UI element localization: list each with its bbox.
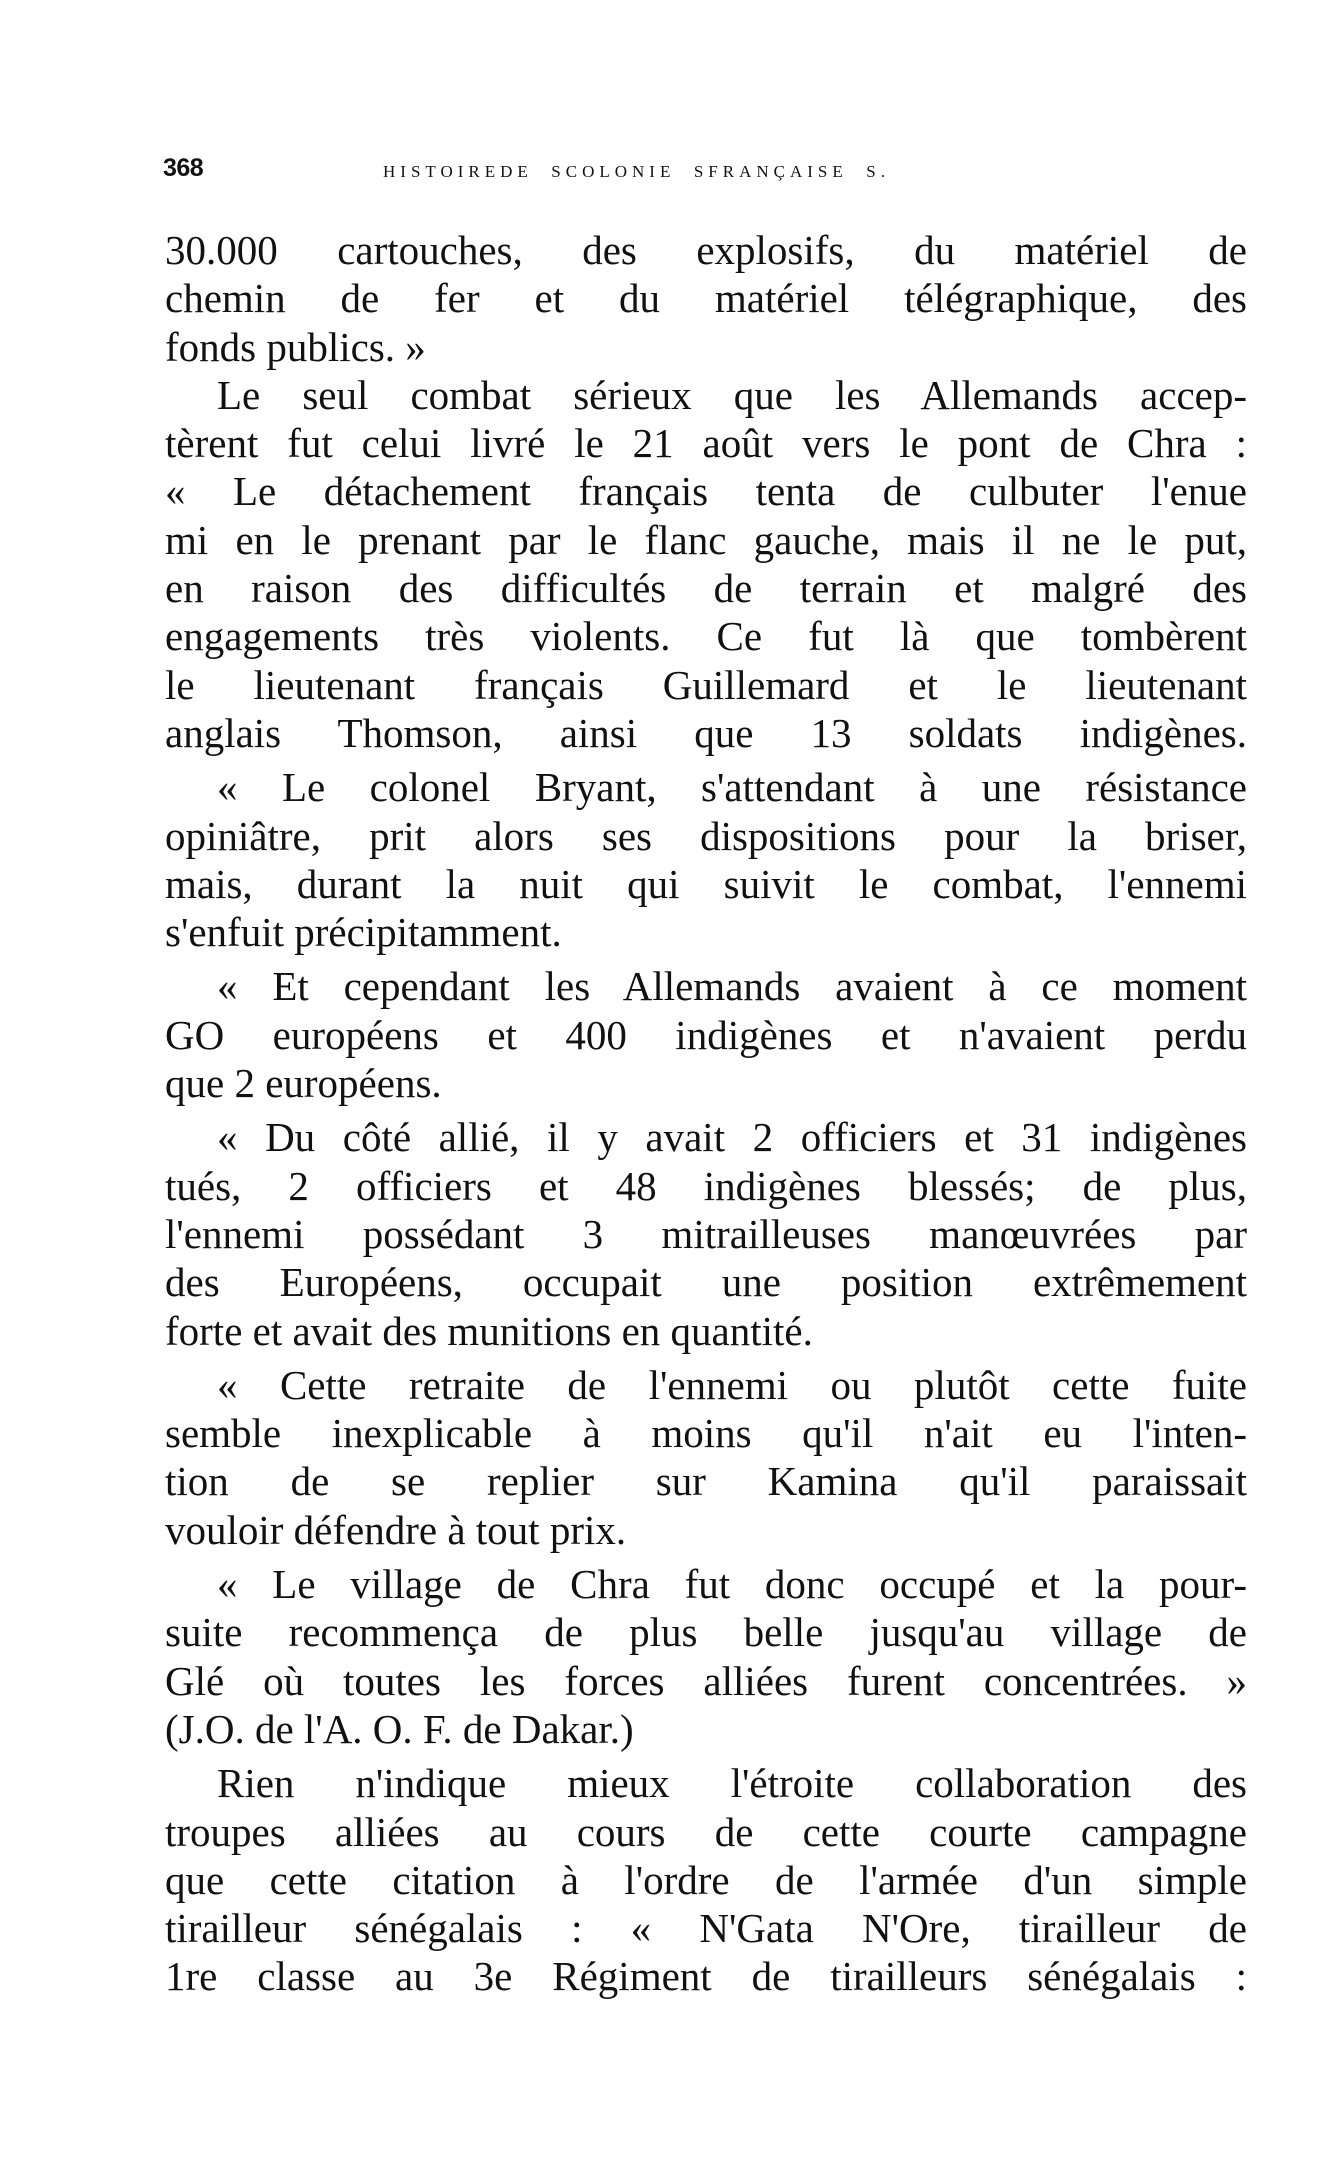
paragraph — [165, 1113, 1247, 1354]
text-line: vouloir défendre à tout prix. — [165, 1506, 627, 1553]
text-line: GO européens et 400 indigènes et n'avaient perdu — [165, 1011, 1247, 1058]
text-line: opiniâtre, prit alors ses dispositions pour la briser, — [165, 812, 1247, 859]
paragraph — [165, 226, 1247, 371]
text-line: « Le détachement français tenta de culbuter l'enue — [165, 468, 1247, 515]
paragraph — [165, 962, 1247, 1107]
body-text — [165, 226, 1247, 2001]
text-line: l'ennemi possédant 3 mitrailleuses manœuvrées par — [165, 1210, 1247, 1257]
text-line: que cette citation à l'ordre de l'armée d'un simple — [165, 1856, 1247, 1903]
text-line: Le seul combat sérieux que les Allemands accep- — [217, 371, 1247, 418]
text-line: « Et cependant les Allemands avaient à ce moment — [217, 963, 1247, 1010]
text-line: suite recommença de plus belle jusqu'au village de — [165, 1609, 1247, 1656]
text-line: « Le village de Chra fut donc occupé et la pour- — [217, 1561, 1247, 1608]
text-line: « Le colonel Bryant, s'attendant à une résistance — [217, 764, 1247, 811]
text-line: s'enfuit précipitamment. — [165, 909, 562, 956]
paragraph — [165, 763, 1247, 956]
text-line: troupes alliées au cours de cette courte campagne — [165, 1808, 1247, 1855]
text-line: 30.000 cartouches, des explosifs, du matériel de — [165, 227, 1247, 273]
text-line: anglais Thomson, ainsi que 13 soldats indigènes. — [165, 709, 1247, 756]
paragraph — [165, 1361, 1247, 1554]
page-number: 368 — [163, 154, 204, 182]
text-line: des Européens, occupait une position extrêmement — [165, 1259, 1247, 1306]
text-line: en raison des difficultés de terrain et malgré des — [165, 565, 1247, 612]
text-line: mi en le prenant par le flanc gauche, mais il ne le put, — [165, 516, 1247, 563]
text-line: engagements très violents. Ce fut là que tombèrent — [165, 613, 1247, 660]
text-line: que 2 européens. — [165, 1060, 442, 1107]
text-line: forte et avait des munitions en quantité. — [165, 1307, 813, 1354]
text-line: « Cette retraite de l'ennemi ou plutôt cette fuite — [217, 1361, 1247, 1408]
paragraph — [165, 1759, 1247, 2000]
running-title: HISTOIREDE SCOLONIE SFRANÇAISE S. — [383, 162, 890, 181]
text-line: 1re classe au 3e Régiment de tirailleurs sénégalais : — [165, 1953, 1247, 2000]
paragraph — [165, 371, 1247, 757]
text-line: chemin de fer et du matériel télégraphique, des — [165, 275, 1247, 322]
text-line: Glé où toutes les forces alliées furent concentrées. » — [165, 1657, 1247, 1704]
text-line: tués, 2 officiers et 48 indigènes blessés; de plus, — [165, 1162, 1247, 1209]
text-line: tion de se replier sur Kamina qu'il paraissait — [165, 1458, 1247, 1505]
text-line: tirailleur sénégalais : « N'Gata N'Ore, tirailleur de — [165, 1905, 1247, 1952]
text-line: (J.O. de l'A. O. F. de Dakar.) — [165, 1705, 634, 1752]
text-line: le lieutenant français Guillemard et le lieutenant — [165, 661, 1247, 708]
text-line: semble inexplicable à moins qu'il n'ait eu l'inten- — [165, 1410, 1247, 1457]
text-line: « Du côté allié, il y avait 2 officiers et 31 indigènes — [217, 1114, 1247, 1161]
text-line: tèrent fut celui livré le 21 août vers le pont de Chra : — [165, 420, 1247, 467]
text-line: mais, durant la nuit qui suivit le combat, l'ennemi — [165, 860, 1247, 907]
paragraph — [165, 1560, 1247, 1753]
running-head — [163, 150, 1243, 190]
text-line: fonds publics. » — [165, 323, 426, 370]
text-line: Rien n'indique mieux l'étroite collaboration des — [217, 1760, 1247, 1807]
